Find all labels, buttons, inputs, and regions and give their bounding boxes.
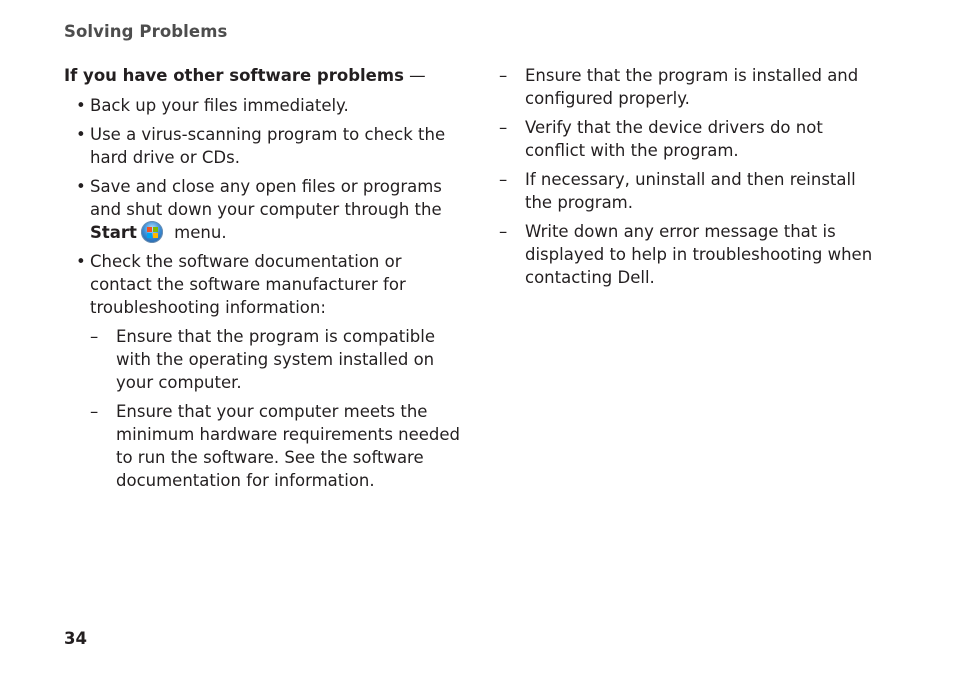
- bullet-text: Save and close any open files or programs and shut down your computer through the: [90, 177, 442, 219]
- bullet-mark: •: [76, 96, 86, 115]
- windows-start-orb-icon: [141, 221, 163, 243]
- bullet-item: [64, 94, 464, 117]
- dash-item: [499, 116, 879, 162]
- sub-item: [90, 325, 464, 394]
- page-number: 34: [64, 629, 87, 648]
- dash-mark: –: [499, 170, 508, 189]
- bullet-text: Use a virus-scanning program to check the hard drive or CDs.: [90, 125, 446, 167]
- heading: [64, 64, 464, 87]
- dash-text: Verify that the device drivers do not conflict with the program.: [525, 118, 823, 160]
- bullet-text: Back up your files immediately.: [90, 96, 349, 115]
- heading-dash: —: [403, 66, 426, 85]
- bullet-item: [64, 175, 464, 244]
- dash-mark: –: [90, 402, 99, 421]
- sub-item-text: Ensure that your computer meets the minimum hardware requirements needed to run the software. See the software documentation for information.: [116, 402, 461, 490]
- bullet-mark: •: [76, 125, 86, 144]
- left-column: [64, 64, 464, 498]
- right-column: [499, 64, 879, 295]
- menu-suffix: menu.: [168, 223, 227, 242]
- bullet-item: [64, 250, 464, 492]
- sub-item: [90, 400, 464, 492]
- bullet-text: Check the software documentation or contact the software manufacturer for troubleshooting information:: [90, 252, 406, 317]
- dash-item: [499, 168, 879, 214]
- dash-mark: –: [90, 327, 99, 346]
- section-header: Solving Problems: [64, 22, 228, 41]
- dash-item: [499, 220, 879, 289]
- dash-mark: –: [499, 222, 508, 241]
- sub-item-text: Ensure that the program is compatible with the operating system installed on your computer.: [116, 327, 436, 392]
- dash-text: If necessary, uninstall and then reinstall the program.: [525, 170, 856, 212]
- start-label: Start: [90, 223, 137, 242]
- dash-text: Ensure that the program is installed and configured properly.: [525, 66, 859, 108]
- heading-bold: If you have other software problems: [64, 66, 404, 85]
- bullet-item: [64, 123, 464, 169]
- dash-mark: –: [499, 118, 508, 137]
- bullet-mark: •: [76, 252, 86, 271]
- dash-text: Write down any error message that is displayed to help in troubleshooting when contacting Dell.: [525, 222, 873, 287]
- bullet-mark: •: [76, 177, 86, 196]
- dash-item: [499, 64, 879, 110]
- dash-mark: –: [499, 66, 508, 85]
